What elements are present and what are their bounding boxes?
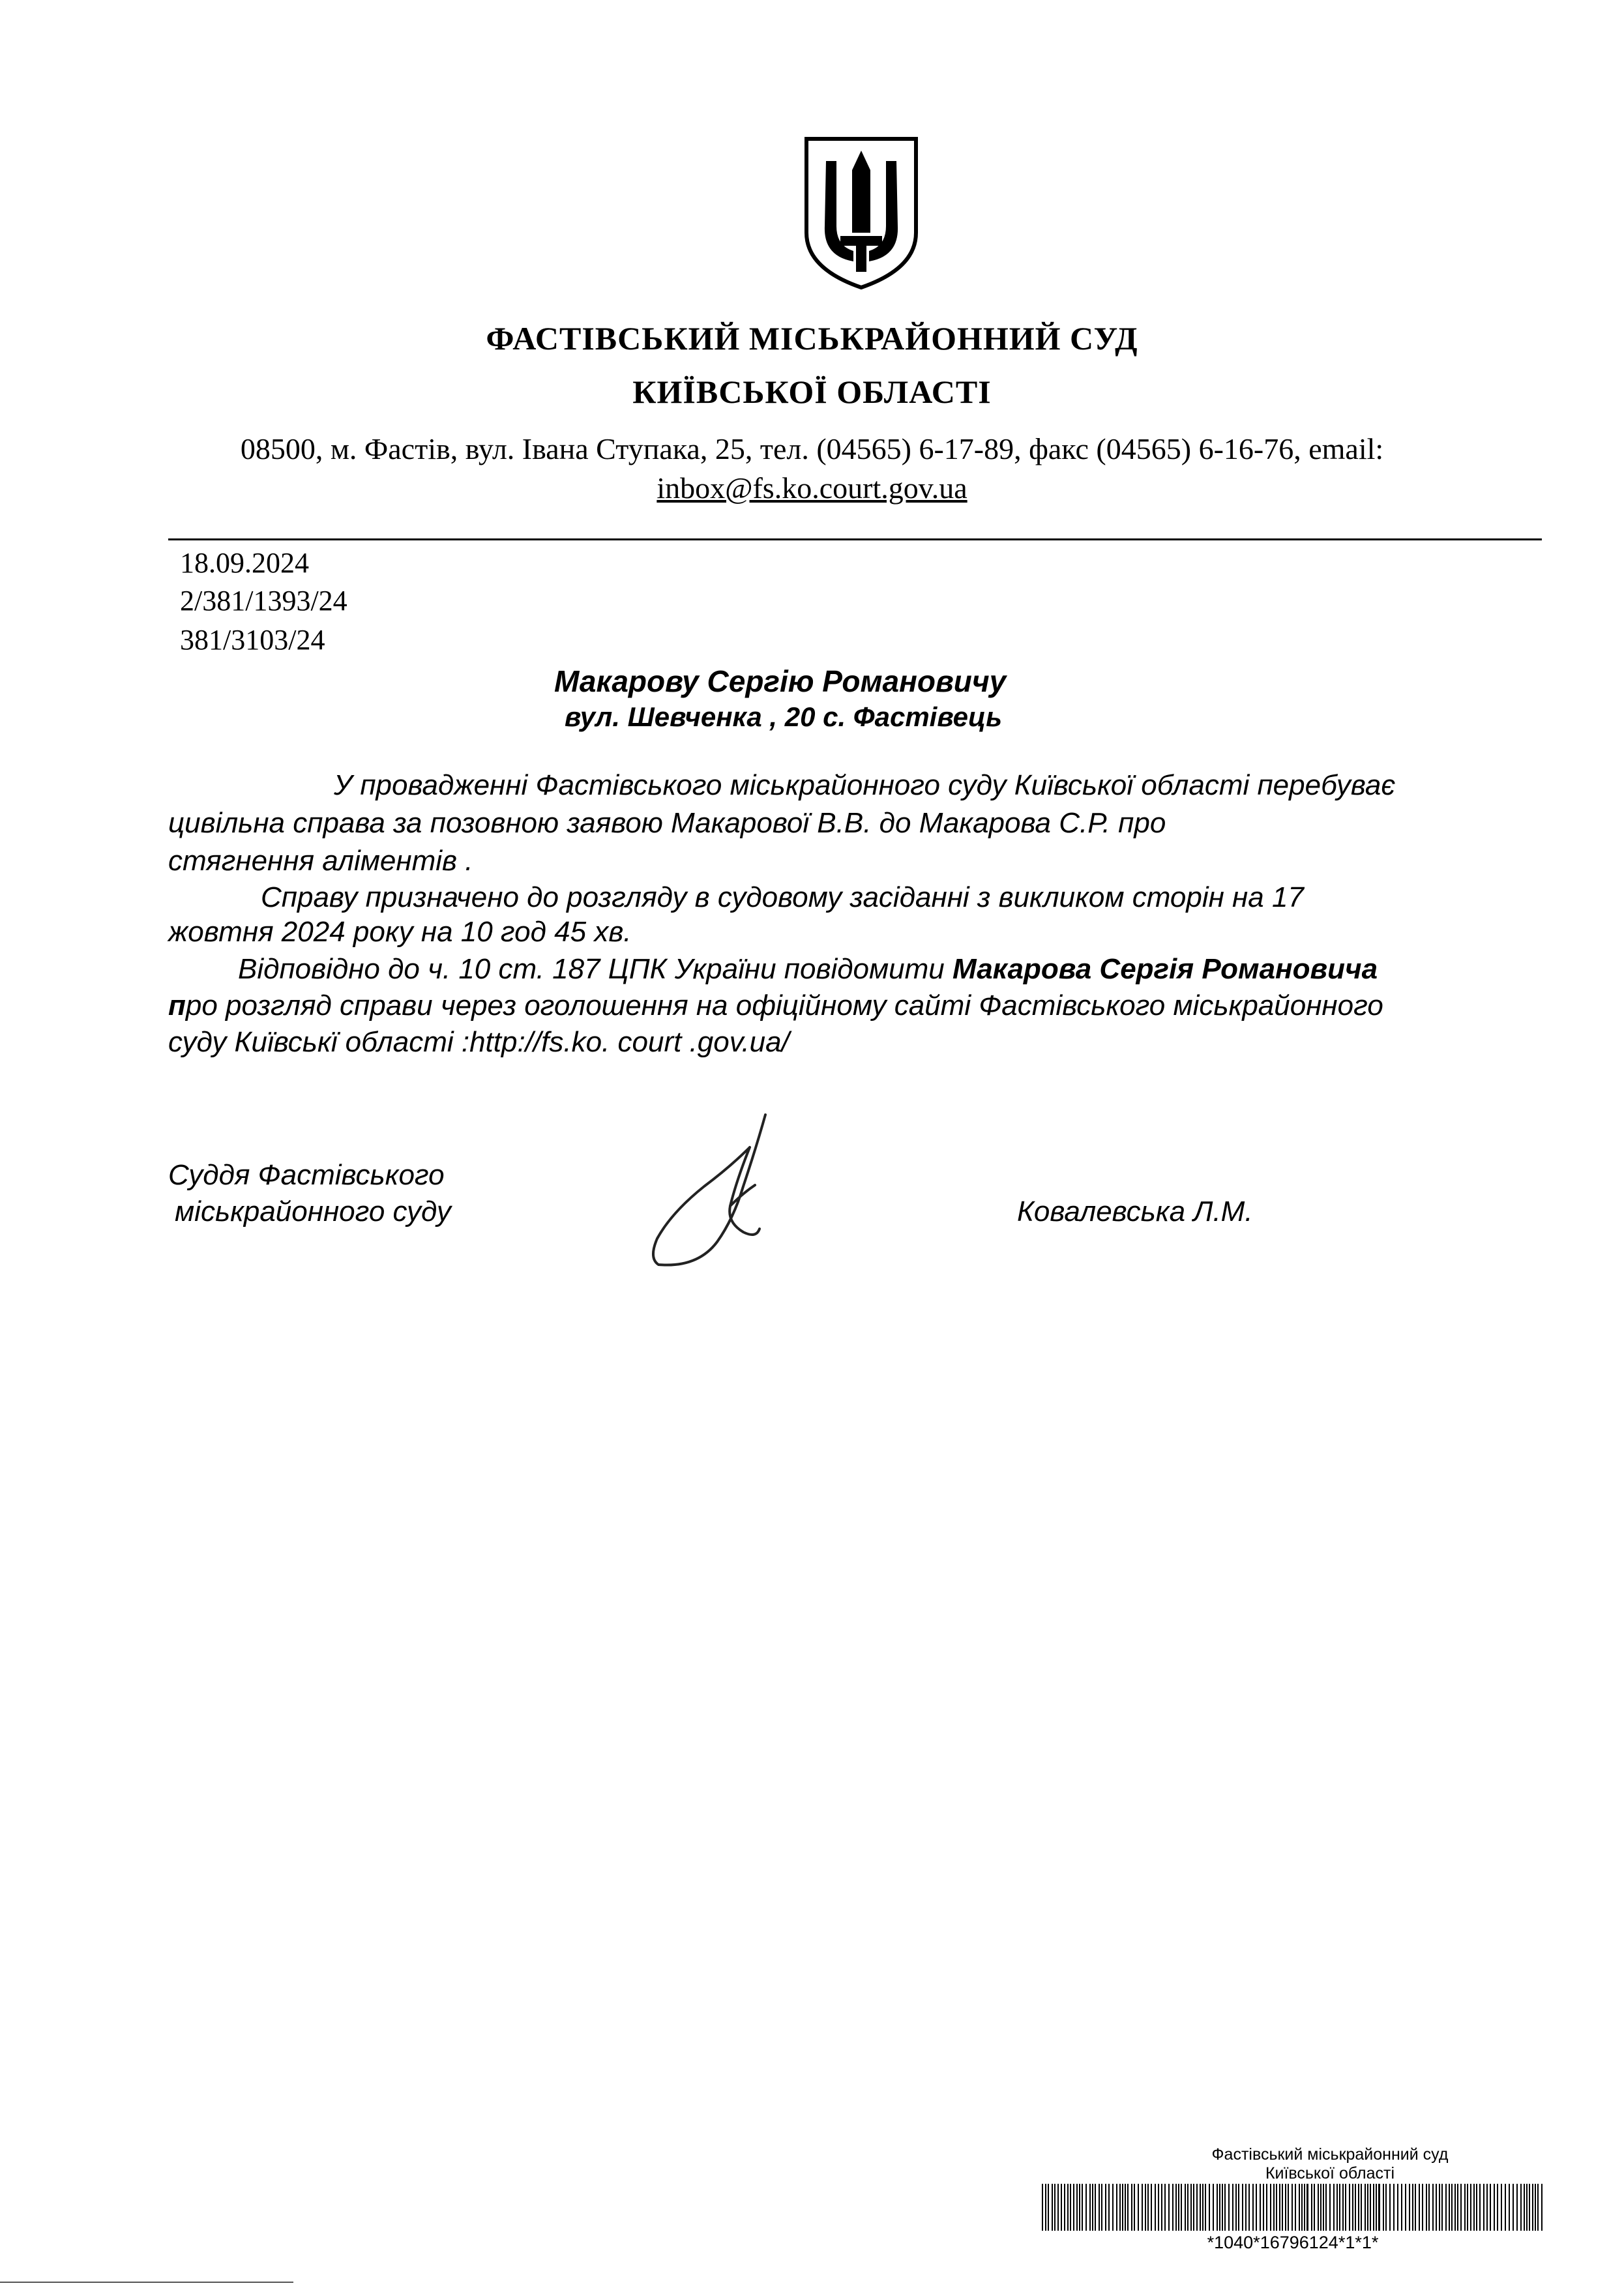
court-name: ФАСТІВСЬКИЙ МІСЬКРАЙОННИЙ СУД (486, 320, 1138, 357)
addressee-address: вул. Шевченка , 20 с. Фастівець (565, 701, 1003, 732)
notice-text-2: ро розгляд справи через оголошення на офіційному сайті Фастівського міськрайонного (185, 990, 1383, 1021)
document-date: 18.09.2024 (180, 547, 309, 579)
body-paragraph-3-line-1 (238, 953, 1378, 986)
body-paragraph-2-line-1: Справу призначено до розгляду в судовому засіданні з викликом сторін на 17 (261, 881, 1304, 913)
court-region: КИЇВСЬКОЇ ОБЛАСТІ (632, 374, 992, 410)
body-paragraph-3-line-2 (168, 990, 1383, 1022)
judge-title-line-1: Суддя Фастівського (168, 1159, 445, 1191)
court-address: 08500, м. Фастів, вул. Івана Ступака, 25, тел. (04565) 6-17-89, факс (04565) 6-16-76, email: (240, 432, 1384, 465)
reference-number-1: 2/381/1393/24 (180, 585, 347, 617)
judge-title-line-2: міськрайонного суду (175, 1196, 451, 1227)
stamp-court-name: Фастівський міськрайонний суд (1211, 2145, 1449, 2164)
stamp-region: Київської області (1265, 2164, 1395, 2182)
body-paragraph-1-line-3: стягнення аліментів . (168, 845, 473, 877)
judge-name: Ковалевська Л.М. (1017, 1196, 1253, 1227)
body-paragraph-2-line-2: жовтня 2024 року на 10 год 45 хв. (168, 916, 632, 948)
scan-edge-line (0, 2282, 293, 2283)
bold-letter: п (168, 990, 186, 1021)
court-email-link[interactable]: inbox@fs.ko.court.gov.ua (657, 471, 967, 505)
coat-of-arms-icon (803, 135, 920, 291)
header-divider (168, 538, 1542, 540)
barcode-text: *1040*16796124*1*1* (1207, 2233, 1379, 2252)
defendant-name: Макарова Сергія Романовича (952, 953, 1378, 985)
body-paragraph-1-line-1: У провадженні Фастівського міськрайонного суду Київської області перебуває (334, 769, 1396, 801)
addressee-name: Макарову Сергію Романовичу (554, 664, 1007, 698)
body-paragraph-3-line-3: суду Київськї області :http://fs.ko. court .gov.ua/ (168, 1026, 790, 1058)
reference-number-2: 381/3103/24 (180, 624, 325, 656)
barcode-icon (1042, 2184, 1544, 2231)
handwritten-signature (645, 1108, 789, 1278)
notice-text: Відповідно до ч. 10 ст. 187 ЦПК України повідомити (238, 953, 953, 985)
body-paragraph-1-line-2: цивільна справа за позовною заявою Макарової В.В. до Макарова С.Р. про (168, 807, 1166, 839)
